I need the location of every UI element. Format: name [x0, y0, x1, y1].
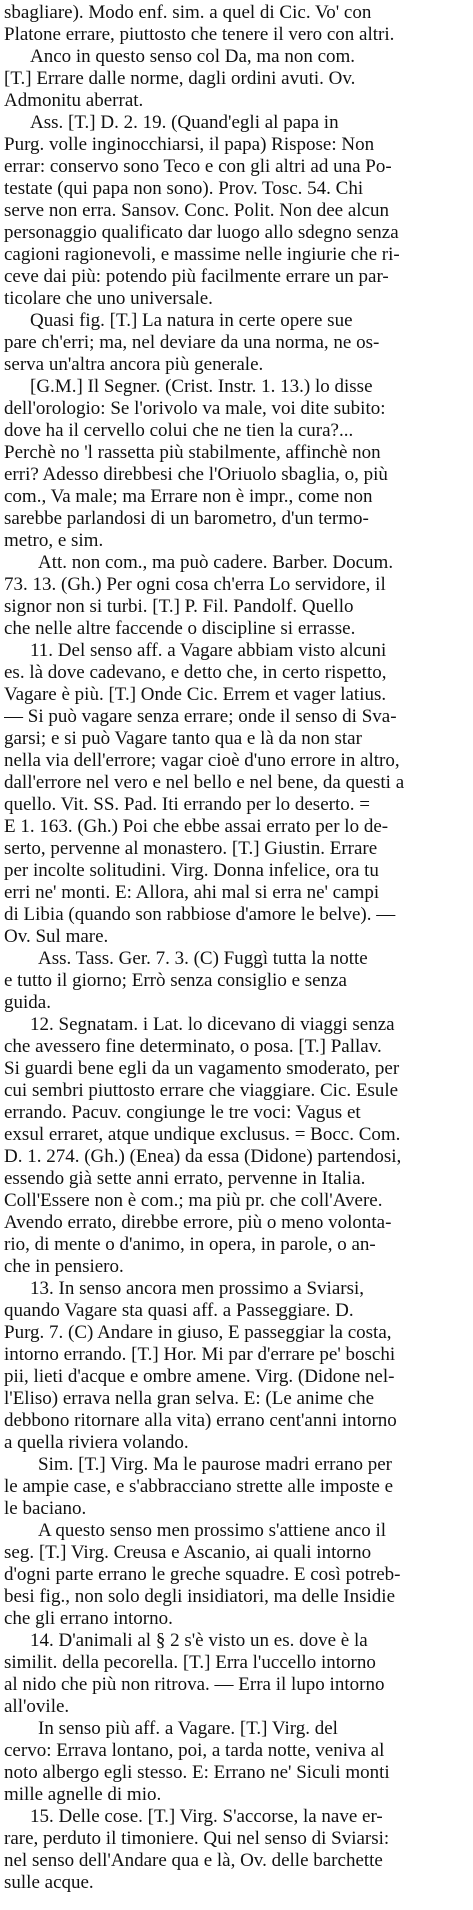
text-line: d'ogni parte errano le greche squadre. E così potreb-: [4, 1564, 401, 1585]
text-line: che in pensiero.: [4, 1256, 124, 1277]
text-line: A questo senso men prossimo s'attiene anco il: [38, 1520, 387, 1541]
text-line: Anco in questo senso col Da, ma non com.: [30, 46, 356, 67]
text-line: metro, e sim.: [4, 530, 104, 551]
text-line: essendo già sette anni errato, pervenne in Italia.: [4, 1168, 366, 1189]
text-line: E 1. 163. (Gh.) Poi che ebbe assai errato per lo de-: [4, 816, 389, 837]
text-line: personaggio qualificato dar luogo allo sdegno senza: [4, 222, 399, 243]
text-line: intorno errando. [T.] Hor. Mi par d'errare pe' boschi: [4, 1344, 396, 1365]
text-line: 15. Delle cose. [T.] Virg. S'accorse, la nave er-: [30, 1806, 383, 1827]
text-line: Perchè no 'l rassetta più stabilmente, affinchè non: [4, 442, 381, 463]
text-line: Platone errare, piuttosto che tenere il vero con altri.: [4, 24, 395, 45]
text-line: pii, lieti d'acque e ombre amene. Virg. (Didone nel-: [4, 1366, 395, 1387]
text-line: le baciano.: [4, 1498, 87, 1519]
text-line: nel senso dell'Andare qua e là, Ov. delle barchette: [4, 1850, 383, 1871]
text-line: pare ch'erri; ma, nel deviare da una norma, ne os-: [4, 332, 380, 353]
text-line: similit. della pecorella. [T.] Erra l'uccello intorno: [4, 1652, 376, 1673]
text-line: rio, di mente o d'animo, in opera, in parole, o an-: [4, 1234, 376, 1255]
text-line: che avessero fine determinato, o posa. [T.] Pallav.: [4, 1036, 382, 1057]
text-line: erri ne' monti. E: Allora, ahi mal si erra ne' campi: [4, 882, 380, 903]
text-line: [G.M.] Il Segner. (Crist. Instr. 1. 13.) lo disse: [30, 376, 373, 397]
text-line: — Si può vagare senza errare; onde il senso di Sva-: [4, 706, 397, 727]
text-line: seg. [T.] Virg. Creusa e Ascanio, ai quali intorno: [4, 1542, 372, 1563]
text-line: serva un'altra ancora più generale.: [4, 354, 264, 375]
text-line: Admonitu aberrat.: [4, 90, 144, 111]
text-line: ceve dai più: potendo più facilmente errare un par-: [4, 266, 389, 287]
text-line: debbono ritornare alla vita) errano cent'anni intorno: [4, 1410, 397, 1431]
text-line: cui sembri piuttosto errare che viaggiare. Cic. Esule: [4, 1080, 399, 1101]
text-line: cagioni ragionevoli, e massime nelle ingiurie che ri-: [4, 244, 400, 265]
text-line: quando Vagare sta quasi aff. a Passeggiare. D.: [4, 1300, 354, 1321]
text-line: e tutto il giorno; Errò senza consiglio e senza: [4, 970, 347, 991]
text-line: 73. 13. (Gh.) Per ogni cosa ch'erra Lo servidore, il: [4, 574, 386, 595]
text-line: Ass. Tass. Ger. 7. 3. (C) Fuggì tutta la notte: [38, 948, 368, 969]
text-line: es. là dove cadevano, e detto che, in certo rispetto,: [4, 662, 387, 683]
text-line: Purg. volle inginocchiarsi, il papa) Rispose: Non: [4, 134, 375, 155]
text-line: Sim. [T.] Virg. Ma le paurose madri errano per: [38, 1454, 392, 1475]
text-line: guida.: [4, 992, 51, 1013]
text-line: besi fig., non solo degli insidiatori, ma delle Insidie: [4, 1586, 396, 1607]
text-line: serto, pervenne al monastero. [T.] Giustin. Errare: [4, 838, 378, 859]
text-line: cervo: Errava lontano, poi, a tarda notte, veniva al: [4, 1740, 385, 1761]
text-line: di Libia (quando son rabbiose d'amore le belve). —: [4, 904, 396, 925]
text-line: mille agnelle di mio.: [4, 1784, 162, 1805]
text-line: dall'errore nel vero e nel bello e nel bene, da questi a: [4, 772, 405, 793]
text-line: 14. D'animali al § 2 s'è visto un es. dove è la: [30, 1630, 368, 1651]
text-line: che nelle altre faccende o discipline si errasse.: [4, 618, 356, 639]
text-line: rare, perduto il timoniere. Qui nel senso di Sviarsi:: [4, 1828, 390, 1849]
text-line: per incolte solitudini. Virg. Donna infelice, ora tu: [4, 860, 379, 881]
text-line: Avendo errato, direbbe errore, più o meno volonta-: [4, 1212, 392, 1233]
text-line: quello. Vit. SS. Pad. Iti errando per lo deserto. =: [4, 794, 370, 815]
text-line: dove ha il cervello colui che ne tien la cura?...: [4, 420, 354, 441]
text-line: Quasi fig. [T.] La natura in certe opere sue: [30, 310, 353, 331]
text-line: serve non erra. Sansov. Conc. Polit. Non dee alcun: [4, 200, 390, 221]
text-line: 12. Segnatam. i Lat. lo dicevano di viaggi senza: [30, 1014, 395, 1035]
text-line: com., Va male; ma Errare non è impr., come non: [4, 486, 373, 507]
text-line: testate (qui papa non sono). Prov. Tosc. 54. Chi: [4, 178, 364, 199]
text-line: noto albergo egli stesso. E: Errano ne' Siculi monti: [4, 1762, 390, 1783]
text-line: sulle acque.: [4, 1872, 94, 1893]
text-line: Si guardi bene egli da un vagamento smoderato, per: [4, 1058, 400, 1079]
text-line: errar: conservo sono Teco e con gli altri ad una Po-: [4, 156, 392, 177]
text-line: signor non si turbi. [T.] P. Fil. Pandolf. Quello: [4, 596, 354, 617]
text-line: Ass. [T.] D. 2. 19. (Quand'egli al papa in: [30, 112, 339, 133]
text-line: al nido che più non ritrova. — Erra il lupo intorno: [4, 1674, 385, 1695]
text-line: che gli errano intorno.: [4, 1608, 173, 1629]
text-line: D. 1. 274. (Gh.) (Enea) da essa (Didone) partendosi,: [4, 1146, 402, 1167]
text-line: dell'orologio: Se l'orivolo va male, voi dite subito:: [4, 398, 386, 419]
text-line: Vagare è più. [T.] Onde Cic. Errem et vager latius.: [4, 684, 387, 705]
text-line: 11. Del senso aff. a Vagare abbiam visto alcuni: [30, 640, 387, 661]
text-line: l'Eliso) errava nella gran selva. E: (Le anime che: [4, 1388, 375, 1409]
text-line: In senso più aff. a Vagare. [T.] Virg. del: [38, 1718, 338, 1739]
text-line: Purg. 7. (C) Andare in giuso, E passeggiar la costa,: [4, 1322, 392, 1343]
text-line: nella via dell'errore; vagar cioè d'uno errore in altro,: [4, 750, 400, 771]
text-line: Coll'Essere non è com.; ma più pr. che coll'Avere.: [4, 1190, 383, 1211]
text-line: [T.] Errare dalle norme, dagli ordini avuti. Ov.: [4, 68, 356, 89]
text-line: a quella riviera volando.: [4, 1432, 189, 1453]
text-line: exsul erraret, atque undique exclusus. = Bocc. Com.: [4, 1124, 401, 1145]
text-line: sbagliare). Modo enf. sim. a quel di Cic. Vo' con: [4, 2, 372, 23]
text-line: Ov. Sul mare.: [4, 926, 109, 947]
text-line: Att. non com., ma può cadere. Barber. Docum.: [38, 552, 394, 573]
text-line: ticolare che uno universale.: [4, 288, 213, 309]
text-line: erri? Adesso direbbesi che l'Oriuolo sbaglia, o, più: [4, 464, 388, 485]
text-line: errando. Pacuv. congiunge le tre voci: Vagus et: [4, 1102, 361, 1123]
text-line: sarebbe parlandosi di un barometro, d'un termo-: [4, 508, 369, 529]
text-line: all'ovile.: [4, 1696, 70, 1717]
text-line: le ampie case, e s'abbracciano strette alle imposte e: [4, 1476, 394, 1497]
text-line: 13. In senso ancora men prossimo a Sviarsi,: [30, 1278, 365, 1299]
text-line: garsi; e si può Vagare tanto qua e là da non star: [4, 728, 362, 749]
